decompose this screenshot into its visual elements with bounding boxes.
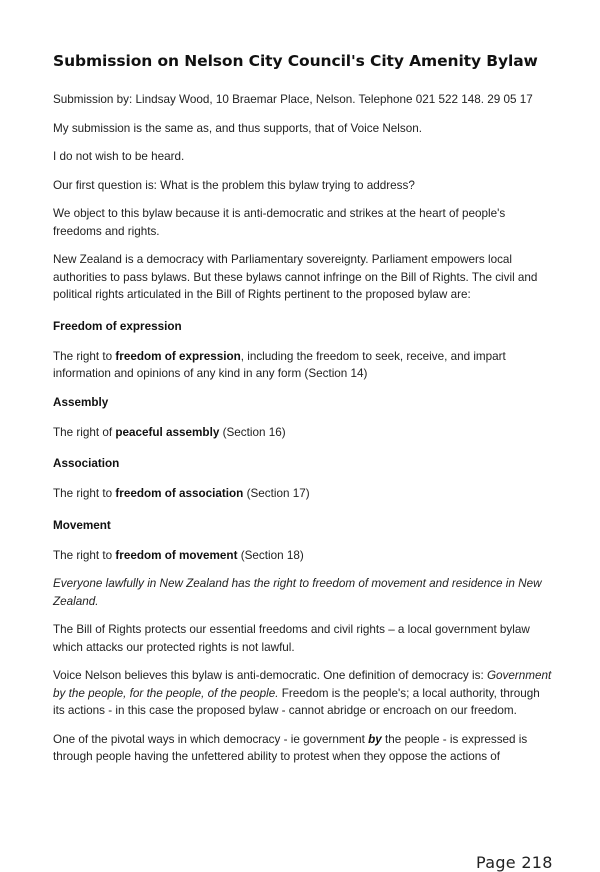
heading-association: Association bbox=[53, 457, 120, 470]
heading-freedom-of-expression: Freedom of expression bbox=[53, 319, 182, 333]
paragraph-not-heard: I do not wish to be heard. bbox=[53, 150, 185, 163]
movement-pre: The right to bbox=[53, 548, 116, 562]
pivotal-post: the people - is expressed is through people having the unfettered ability to protest when they oppose the actions of bbox=[53, 732, 528, 763]
voice-post: Freedom is the people's; a local authority, through its actions - in this case the proposed bylaw - cannot abridge or encroach on our freedom. bbox=[53, 686, 540, 717]
paragraph-supports: My submission is the same as, and thus supports, that of Voice Nelson. bbox=[53, 121, 422, 135]
assembly-bold: peaceful assembly bbox=[115, 425, 220, 439]
expression-post: , including the freedom to seek, receive, and impart information and opinions of any kind in any form (Section 14) bbox=[53, 349, 506, 380]
pivotal-bold-italic: by bbox=[368, 732, 382, 746]
association-post: (Section 17) bbox=[243, 487, 310, 500]
expression-pre: The right to bbox=[53, 349, 116, 363]
assembly-pre: The right of bbox=[53, 425, 116, 439]
movement-post: (Section 18) bbox=[237, 548, 304, 562]
paragraph-question: Our first question is: What is the problem this bylaw trying to address? bbox=[53, 178, 415, 192]
heading-movement: Movement bbox=[53, 518, 111, 532]
paragraph-assembly bbox=[53, 424, 553, 442]
everyone-italic: Everyone lawfully in New Zealand has the right to freedom of movement and residence in New Zealand. bbox=[53, 577, 542, 608]
paragraph-pivotal bbox=[53, 731, 553, 766]
submitter-line: Submission by: Lindsay Wood, 10 Braemar Place, Nelson. Telephone 021 522 148. 29 05 17 bbox=[53, 93, 533, 106]
paragraph-association bbox=[53, 485, 553, 503]
association-pre: The right to bbox=[53, 487, 116, 500]
association-bold: freedom of association bbox=[115, 487, 244, 500]
paragraph-voice-nelson bbox=[53, 667, 553, 720]
paragraph-bill-of-rights: The Bill of Rights protects our essential freedoms and civil rights – a local government bylaw which attacks our protected rights is not lawful. bbox=[53, 623, 530, 654]
paragraph-democracy: New Zealand is a democracy with Parliamentary sovereignty. Parliament empowers local authorities to pass bylaws. But these bylaws cannot infringe on the Bill of Rights. The civil and political rights articulated in the Bill of Rights pertinent to the proposed bylaw are: bbox=[53, 253, 538, 301]
movement-bold: freedom of movement bbox=[115, 548, 238, 562]
paragraph-expression bbox=[53, 348, 553, 383]
assembly-post: (Section 16) bbox=[219, 425, 286, 439]
paragraph-object: We object to this bylaw because it is anti-democratic and strikes at the heart of people's freedoms and rights. bbox=[53, 207, 506, 238]
document-title: Submission on Nelson City Council's City Amenity Bylaw bbox=[53, 52, 538, 70]
voice-pre: Voice Nelson believes this bylaw is anti-democratic. One definition of democracy is: bbox=[53, 669, 487, 682]
paragraph-movement bbox=[53, 547, 553, 565]
paragraph-everyone bbox=[53, 575, 553, 610]
voice-italic: Government by the people, for the people, of the people. bbox=[53, 669, 552, 700]
page-number: Page 218 bbox=[476, 853, 553, 872]
expression-bold: freedom of expression bbox=[115, 349, 241, 363]
heading-assembly: Assembly bbox=[53, 395, 109, 409]
document-body bbox=[53, 52, 553, 777]
pivotal-pre: One of the pivotal ways in which democracy - ie government bbox=[53, 732, 369, 746]
